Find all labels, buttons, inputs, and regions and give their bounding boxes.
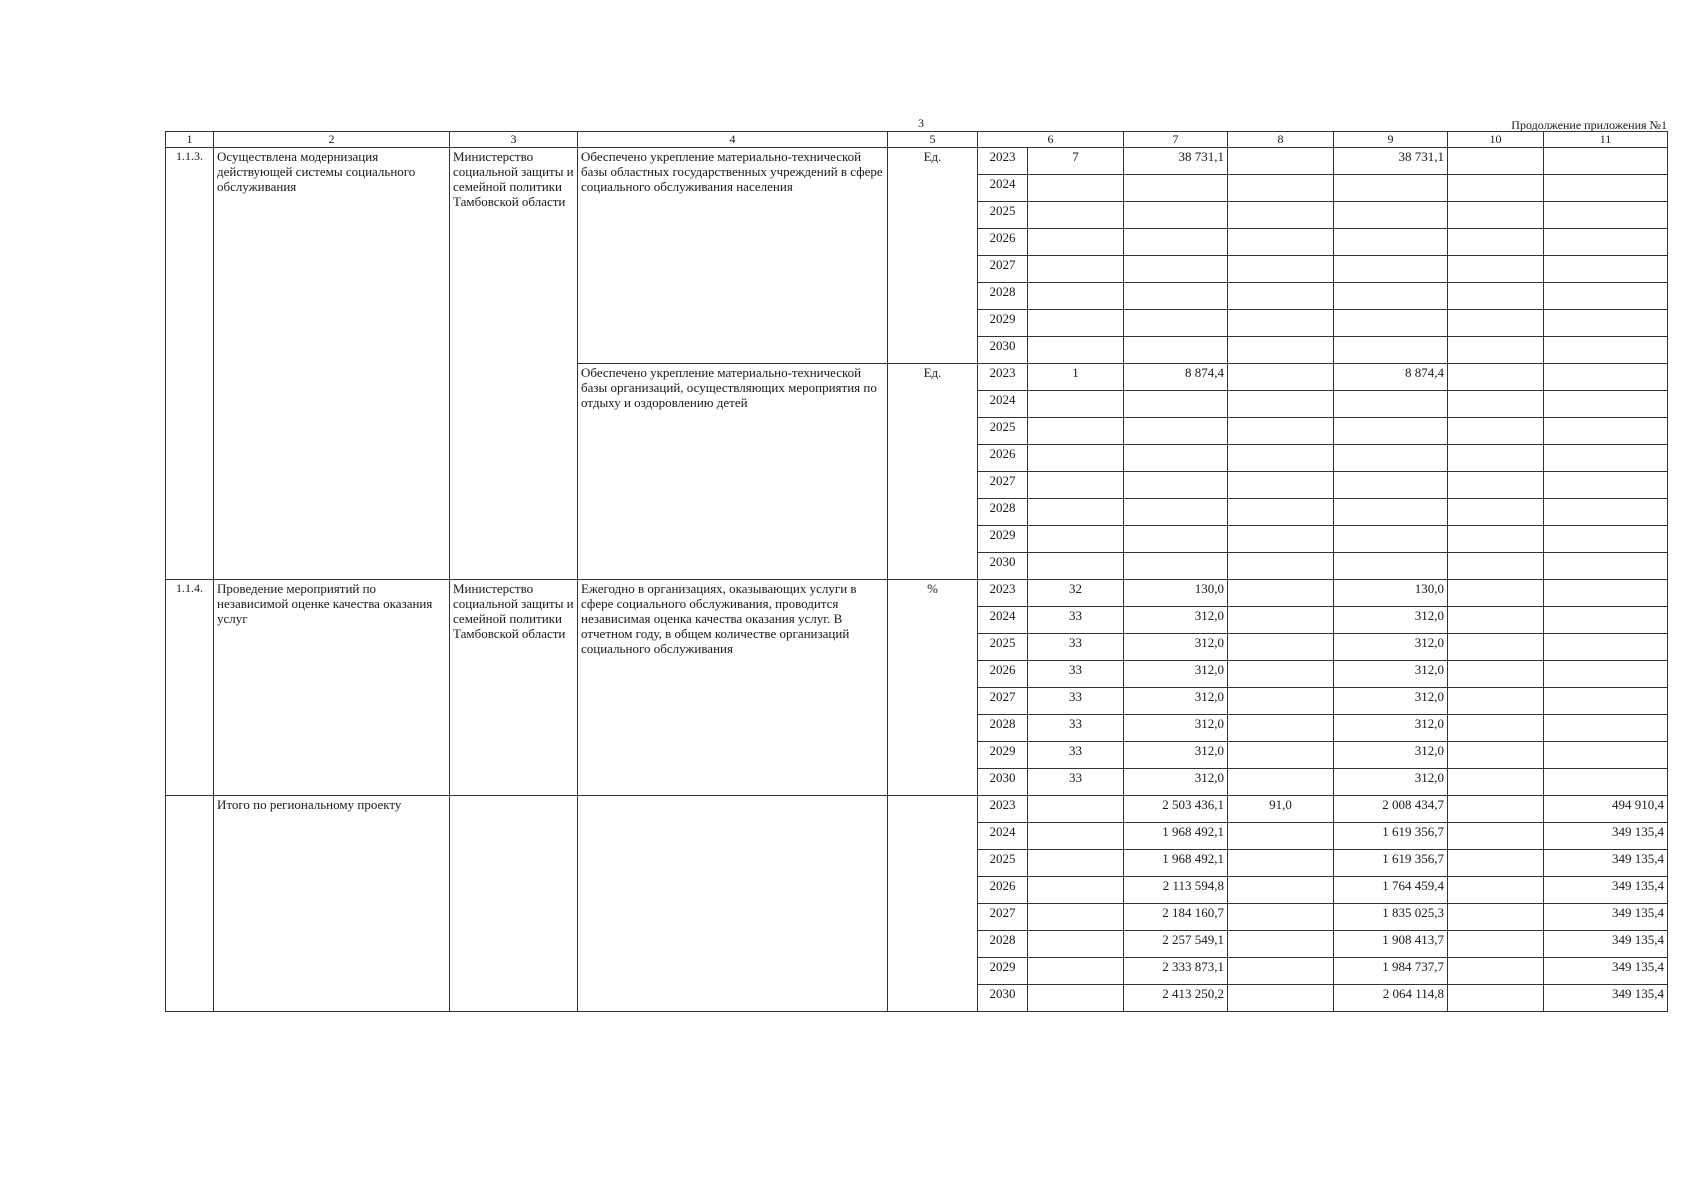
value-col9: 1 619 356,7 bbox=[1334, 850, 1448, 877]
value-col8: 91,0 bbox=[1228, 796, 1334, 823]
value-col8 bbox=[1228, 418, 1334, 445]
value-col11 bbox=[1544, 688, 1668, 715]
value-col11 bbox=[1544, 526, 1668, 553]
value-col8 bbox=[1228, 364, 1334, 391]
data-table bbox=[165, 131, 1668, 1012]
value-col11 bbox=[1544, 310, 1668, 337]
value-col6 bbox=[1028, 283, 1124, 310]
value-col7: 312,0 bbox=[1124, 661, 1228, 688]
value-col10 bbox=[1448, 499, 1544, 526]
column-header: 4 bbox=[578, 132, 888, 148]
value-col7 bbox=[1124, 391, 1228, 418]
value-col10 bbox=[1448, 769, 1544, 796]
year-cell: 2025 bbox=[978, 634, 1028, 661]
value-col6 bbox=[1028, 175, 1124, 202]
value-col11 bbox=[1544, 634, 1668, 661]
value-col9: 1 764 459,4 bbox=[1334, 877, 1448, 904]
value-col11 bbox=[1544, 418, 1668, 445]
value-col7 bbox=[1124, 418, 1228, 445]
value-col6 bbox=[1028, 958, 1124, 985]
value-col11 bbox=[1544, 256, 1668, 283]
year-cell: 2023 bbox=[978, 580, 1028, 607]
value-col11 bbox=[1544, 364, 1668, 391]
value-col8 bbox=[1228, 310, 1334, 337]
value-col6 bbox=[1028, 553, 1124, 580]
table-row bbox=[166, 796, 1668, 823]
value-col9 bbox=[1334, 337, 1448, 364]
value-col6 bbox=[1028, 310, 1124, 337]
year-cell: 2028 bbox=[978, 499, 1028, 526]
year-cell: 2024 bbox=[978, 391, 1028, 418]
value-col6 bbox=[1028, 985, 1124, 1012]
value-col7 bbox=[1124, 283, 1228, 310]
value-col7 bbox=[1124, 472, 1228, 499]
value-col10 bbox=[1448, 661, 1544, 688]
value-col11 bbox=[1544, 391, 1668, 418]
value-col11 bbox=[1544, 499, 1668, 526]
value-col9 bbox=[1334, 472, 1448, 499]
value-col11 bbox=[1544, 661, 1668, 688]
year-cell: 2024 bbox=[978, 175, 1028, 202]
year-cell: 2024 bbox=[978, 823, 1028, 850]
responsible-executor: Министерство социальной защиты и семейной политики Тамбовской области bbox=[450, 148, 578, 580]
value-col10 bbox=[1448, 310, 1544, 337]
value-col8 bbox=[1228, 823, 1334, 850]
year-cell: 2023 bbox=[978, 148, 1028, 175]
value-col6 bbox=[1028, 850, 1124, 877]
year-cell: 2026 bbox=[978, 661, 1028, 688]
value-col9 bbox=[1334, 553, 1448, 580]
unit-cell: Ед. bbox=[888, 364, 978, 580]
column-header: 10 bbox=[1448, 132, 1544, 148]
value-col10 bbox=[1448, 148, 1544, 175]
value-col10 bbox=[1448, 580, 1544, 607]
year-cell: 2029 bbox=[978, 742, 1028, 769]
column-header: 1 bbox=[166, 132, 214, 148]
value-col11: 494 910,4 bbox=[1544, 796, 1668, 823]
indicator-text bbox=[578, 796, 888, 1012]
item-name: Осуществлена модернизация действующей системы социального обслуживания bbox=[214, 148, 450, 580]
indicator-text: Обеспечено укрепление материально-технической базы организаций, осуществляющих мероприятия по отдыху и оздоровлению детей bbox=[578, 364, 888, 580]
year-cell: 2027 bbox=[978, 472, 1028, 499]
value-col8 bbox=[1228, 553, 1334, 580]
value-col7: 2 113 594,8 bbox=[1124, 877, 1228, 904]
value-col8 bbox=[1228, 985, 1334, 1012]
value-col8 bbox=[1228, 742, 1334, 769]
value-col11 bbox=[1544, 472, 1668, 499]
value-col8 bbox=[1228, 661, 1334, 688]
value-col6 bbox=[1028, 391, 1124, 418]
column-header: 5 bbox=[888, 132, 978, 148]
value-col9 bbox=[1334, 499, 1448, 526]
value-col9: 312,0 bbox=[1334, 769, 1448, 796]
value-col10 bbox=[1448, 364, 1544, 391]
value-col7 bbox=[1124, 310, 1228, 337]
indicator-text: Обеспечено укрепление материально-технической базы областных государственных учреждений в сфере социального обслуживания населения bbox=[578, 148, 888, 364]
value-col7 bbox=[1124, 175, 1228, 202]
column-header: 7 bbox=[1124, 132, 1228, 148]
value-col9 bbox=[1334, 256, 1448, 283]
value-col9: 1 984 737,7 bbox=[1334, 958, 1448, 985]
value-col9: 312,0 bbox=[1334, 634, 1448, 661]
value-col11 bbox=[1544, 769, 1668, 796]
value-col11: 349 135,4 bbox=[1544, 985, 1668, 1012]
year-cell: 2028 bbox=[978, 283, 1028, 310]
column-header: 8 bbox=[1228, 132, 1334, 148]
unit-cell: Ед. bbox=[888, 148, 978, 364]
value-col10 bbox=[1448, 472, 1544, 499]
year-cell: 2029 bbox=[978, 526, 1028, 553]
value-col9 bbox=[1334, 418, 1448, 445]
value-col6 bbox=[1028, 256, 1124, 283]
value-col6 bbox=[1028, 499, 1124, 526]
value-col9: 38 731,1 bbox=[1334, 148, 1448, 175]
value-col7: 312,0 bbox=[1124, 688, 1228, 715]
value-col7 bbox=[1124, 499, 1228, 526]
value-col10 bbox=[1448, 634, 1544, 661]
value-col11 bbox=[1544, 715, 1668, 742]
column-number-row bbox=[166, 132, 1668, 148]
year-cell: 2027 bbox=[978, 904, 1028, 931]
value-col7: 312,0 bbox=[1124, 715, 1228, 742]
value-col7: 312,0 bbox=[1124, 742, 1228, 769]
column-header: 3 bbox=[450, 132, 578, 148]
value-col9: 312,0 bbox=[1334, 688, 1448, 715]
value-col6: 33 bbox=[1028, 661, 1124, 688]
year-cell: 2026 bbox=[978, 877, 1028, 904]
value-col11 bbox=[1544, 229, 1668, 256]
value-col9: 2 064 114,8 bbox=[1334, 985, 1448, 1012]
value-col7 bbox=[1124, 445, 1228, 472]
value-col10 bbox=[1448, 958, 1544, 985]
item-number: 1.1.3. bbox=[166, 148, 214, 580]
value-col11 bbox=[1544, 202, 1668, 229]
value-col8 bbox=[1228, 580, 1334, 607]
value-col6: 32 bbox=[1028, 580, 1124, 607]
value-col6: 33 bbox=[1028, 715, 1124, 742]
value-col11: 349 135,4 bbox=[1544, 904, 1668, 931]
year-cell: 2026 bbox=[978, 445, 1028, 472]
value-col10 bbox=[1448, 229, 1544, 256]
value-col6 bbox=[1028, 877, 1124, 904]
item-name: Проведение мероприятий по независимой оценке качества оказания услуг bbox=[214, 580, 450, 796]
value-col8 bbox=[1228, 688, 1334, 715]
item-number bbox=[166, 796, 214, 1012]
value-col7: 130,0 bbox=[1124, 580, 1228, 607]
value-col8 bbox=[1228, 850, 1334, 877]
value-col9 bbox=[1334, 526, 1448, 553]
value-col7 bbox=[1124, 229, 1228, 256]
value-col10 bbox=[1448, 526, 1544, 553]
item-number: 1.1.4. bbox=[166, 580, 214, 796]
value-col7: 2 413 250,2 bbox=[1124, 985, 1228, 1012]
value-col8 bbox=[1228, 445, 1334, 472]
responsible-executor: Министерство социальной защиты и семейной политики Тамбовской области bbox=[450, 580, 578, 796]
year-cell: 2024 bbox=[978, 607, 1028, 634]
value-col9 bbox=[1334, 202, 1448, 229]
value-col8 bbox=[1228, 769, 1334, 796]
value-col10 bbox=[1448, 418, 1544, 445]
year-cell: 2030 bbox=[978, 553, 1028, 580]
year-cell: 2028 bbox=[978, 715, 1028, 742]
value-col10 bbox=[1448, 850, 1544, 877]
value-col7: 2 184 160,7 bbox=[1124, 904, 1228, 931]
value-col9 bbox=[1334, 229, 1448, 256]
value-col10 bbox=[1448, 796, 1544, 823]
value-col8 bbox=[1228, 877, 1334, 904]
year-cell: 2030 bbox=[978, 985, 1028, 1012]
value-col9 bbox=[1334, 175, 1448, 202]
value-col10 bbox=[1448, 202, 1544, 229]
value-col8 bbox=[1228, 904, 1334, 931]
value-col10 bbox=[1448, 391, 1544, 418]
value-col6 bbox=[1028, 229, 1124, 256]
year-cell: 2029 bbox=[978, 958, 1028, 985]
value-col6 bbox=[1028, 526, 1124, 553]
value-col7: 2 333 873,1 bbox=[1124, 958, 1228, 985]
value-col7 bbox=[1124, 202, 1228, 229]
value-col7: 8 874,4 bbox=[1124, 364, 1228, 391]
value-col9: 1 835 025,3 bbox=[1334, 904, 1448, 931]
value-col8 bbox=[1228, 931, 1334, 958]
year-cell: 2023 bbox=[978, 796, 1028, 823]
year-cell: 2025 bbox=[978, 202, 1028, 229]
year-cell: 2030 bbox=[978, 337, 1028, 364]
value-col10 bbox=[1448, 256, 1544, 283]
value-col10 bbox=[1448, 985, 1544, 1012]
year-cell: 2027 bbox=[978, 256, 1028, 283]
continuation-note: Продолжение приложения №1 bbox=[1511, 118, 1667, 132]
value-col6 bbox=[1028, 823, 1124, 850]
value-col7: 1 968 492,1 bbox=[1124, 850, 1228, 877]
value-col10 bbox=[1448, 904, 1544, 931]
year-cell: 2027 bbox=[978, 688, 1028, 715]
value-col7: 312,0 bbox=[1124, 634, 1228, 661]
indicator-text: Ежегодно в организациях, оказывающих услуги в сфере социального обслуживания, проводится независимая оценка качества оказания услуг. В отчетном году, в общем количестве организаций социального обслуживания bbox=[578, 580, 888, 796]
column-header: 9 bbox=[1334, 132, 1448, 148]
value-col6 bbox=[1028, 472, 1124, 499]
value-col9 bbox=[1334, 391, 1448, 418]
value-col10 bbox=[1448, 742, 1544, 769]
value-col9 bbox=[1334, 283, 1448, 310]
value-col6: 33 bbox=[1028, 688, 1124, 715]
value-col9: 312,0 bbox=[1334, 715, 1448, 742]
year-cell: 2025 bbox=[978, 418, 1028, 445]
table-body bbox=[166, 148, 1668, 1012]
value-col11 bbox=[1544, 445, 1668, 472]
value-col10 bbox=[1448, 445, 1544, 472]
value-col6 bbox=[1028, 337, 1124, 364]
value-col10 bbox=[1448, 931, 1544, 958]
page-number: 3 bbox=[918, 116, 924, 130]
value-col10 bbox=[1448, 715, 1544, 742]
year-cell: 2026 bbox=[978, 229, 1028, 256]
value-col7 bbox=[1124, 526, 1228, 553]
unit-cell bbox=[888, 796, 978, 1012]
table-row bbox=[166, 580, 1668, 607]
value-col9: 1 908 413,7 bbox=[1334, 931, 1448, 958]
value-col8 bbox=[1228, 283, 1334, 310]
value-col8 bbox=[1228, 607, 1334, 634]
value-col11: 349 135,4 bbox=[1544, 958, 1668, 985]
value-col6: 1 bbox=[1028, 364, 1124, 391]
value-col8 bbox=[1228, 634, 1334, 661]
year-cell: 2025 bbox=[978, 850, 1028, 877]
value-col9: 1 619 356,7 bbox=[1334, 823, 1448, 850]
value-col6: 33 bbox=[1028, 634, 1124, 661]
value-col11 bbox=[1544, 337, 1668, 364]
value-col11: 349 135,4 bbox=[1544, 850, 1668, 877]
value-col9: 2 008 434,7 bbox=[1334, 796, 1448, 823]
value-col8 bbox=[1228, 229, 1334, 256]
value-col11: 349 135,4 bbox=[1544, 823, 1668, 850]
value-col6: 33 bbox=[1028, 742, 1124, 769]
value-col7: 38 731,1 bbox=[1124, 148, 1228, 175]
value-col6 bbox=[1028, 904, 1124, 931]
value-col9 bbox=[1334, 310, 1448, 337]
value-col8 bbox=[1228, 472, 1334, 499]
value-col6 bbox=[1028, 931, 1124, 958]
value-col11 bbox=[1544, 283, 1668, 310]
value-col6: 33 bbox=[1028, 607, 1124, 634]
value-col10 bbox=[1448, 175, 1544, 202]
value-col11 bbox=[1544, 607, 1668, 634]
value-col6 bbox=[1028, 445, 1124, 472]
value-col7: 2 503 436,1 bbox=[1124, 796, 1228, 823]
table-row bbox=[166, 148, 1668, 175]
responsible-executor bbox=[450, 796, 578, 1012]
value-col9: 130,0 bbox=[1334, 580, 1448, 607]
value-col11 bbox=[1544, 553, 1668, 580]
value-col8 bbox=[1228, 202, 1334, 229]
value-col11: 349 135,4 bbox=[1544, 877, 1668, 904]
column-header: 11 bbox=[1544, 132, 1668, 148]
value-col9: 312,0 bbox=[1334, 742, 1448, 769]
unit-cell: % bbox=[888, 580, 978, 796]
value-col6 bbox=[1028, 796, 1124, 823]
value-col7 bbox=[1124, 256, 1228, 283]
value-col6: 7 bbox=[1028, 148, 1124, 175]
value-col8 bbox=[1228, 256, 1334, 283]
value-col8 bbox=[1228, 337, 1334, 364]
item-name: Итого по региональному проекту bbox=[214, 796, 450, 1012]
value-col9: 312,0 bbox=[1334, 661, 1448, 688]
value-col10 bbox=[1448, 823, 1544, 850]
value-col11: 349 135,4 bbox=[1544, 931, 1668, 958]
value-col10 bbox=[1448, 553, 1544, 580]
value-col8 bbox=[1228, 391, 1334, 418]
value-col7: 2 257 549,1 bbox=[1124, 931, 1228, 958]
column-header: 2 bbox=[214, 132, 450, 148]
year-cell: 2030 bbox=[978, 769, 1028, 796]
value-col6 bbox=[1028, 202, 1124, 229]
value-col10 bbox=[1448, 283, 1544, 310]
value-col9: 312,0 bbox=[1334, 607, 1448, 634]
value-col7 bbox=[1124, 553, 1228, 580]
value-col7: 1 968 492,1 bbox=[1124, 823, 1228, 850]
value-col7 bbox=[1124, 337, 1228, 364]
value-col6 bbox=[1028, 418, 1124, 445]
value-col11 bbox=[1544, 580, 1668, 607]
value-col10 bbox=[1448, 337, 1544, 364]
value-col8 bbox=[1228, 526, 1334, 553]
value-col8 bbox=[1228, 148, 1334, 175]
value-col7: 312,0 bbox=[1124, 607, 1228, 634]
column-header: 6 bbox=[978, 132, 1124, 148]
value-col10 bbox=[1448, 877, 1544, 904]
value-col10 bbox=[1448, 688, 1544, 715]
year-cell: 2029 bbox=[978, 310, 1028, 337]
value-col7: 312,0 bbox=[1124, 769, 1228, 796]
year-cell: 2023 bbox=[978, 364, 1028, 391]
year-cell: 2028 bbox=[978, 931, 1028, 958]
value-col6: 33 bbox=[1028, 769, 1124, 796]
value-col9: 8 874,4 bbox=[1334, 364, 1448, 391]
value-col8 bbox=[1228, 958, 1334, 985]
value-col8 bbox=[1228, 499, 1334, 526]
value-col10 bbox=[1448, 607, 1544, 634]
value-col8 bbox=[1228, 175, 1334, 202]
value-col11 bbox=[1544, 148, 1668, 175]
value-col8 bbox=[1228, 715, 1334, 742]
value-col9 bbox=[1334, 445, 1448, 472]
value-col11 bbox=[1544, 175, 1668, 202]
value-col11 bbox=[1544, 742, 1668, 769]
